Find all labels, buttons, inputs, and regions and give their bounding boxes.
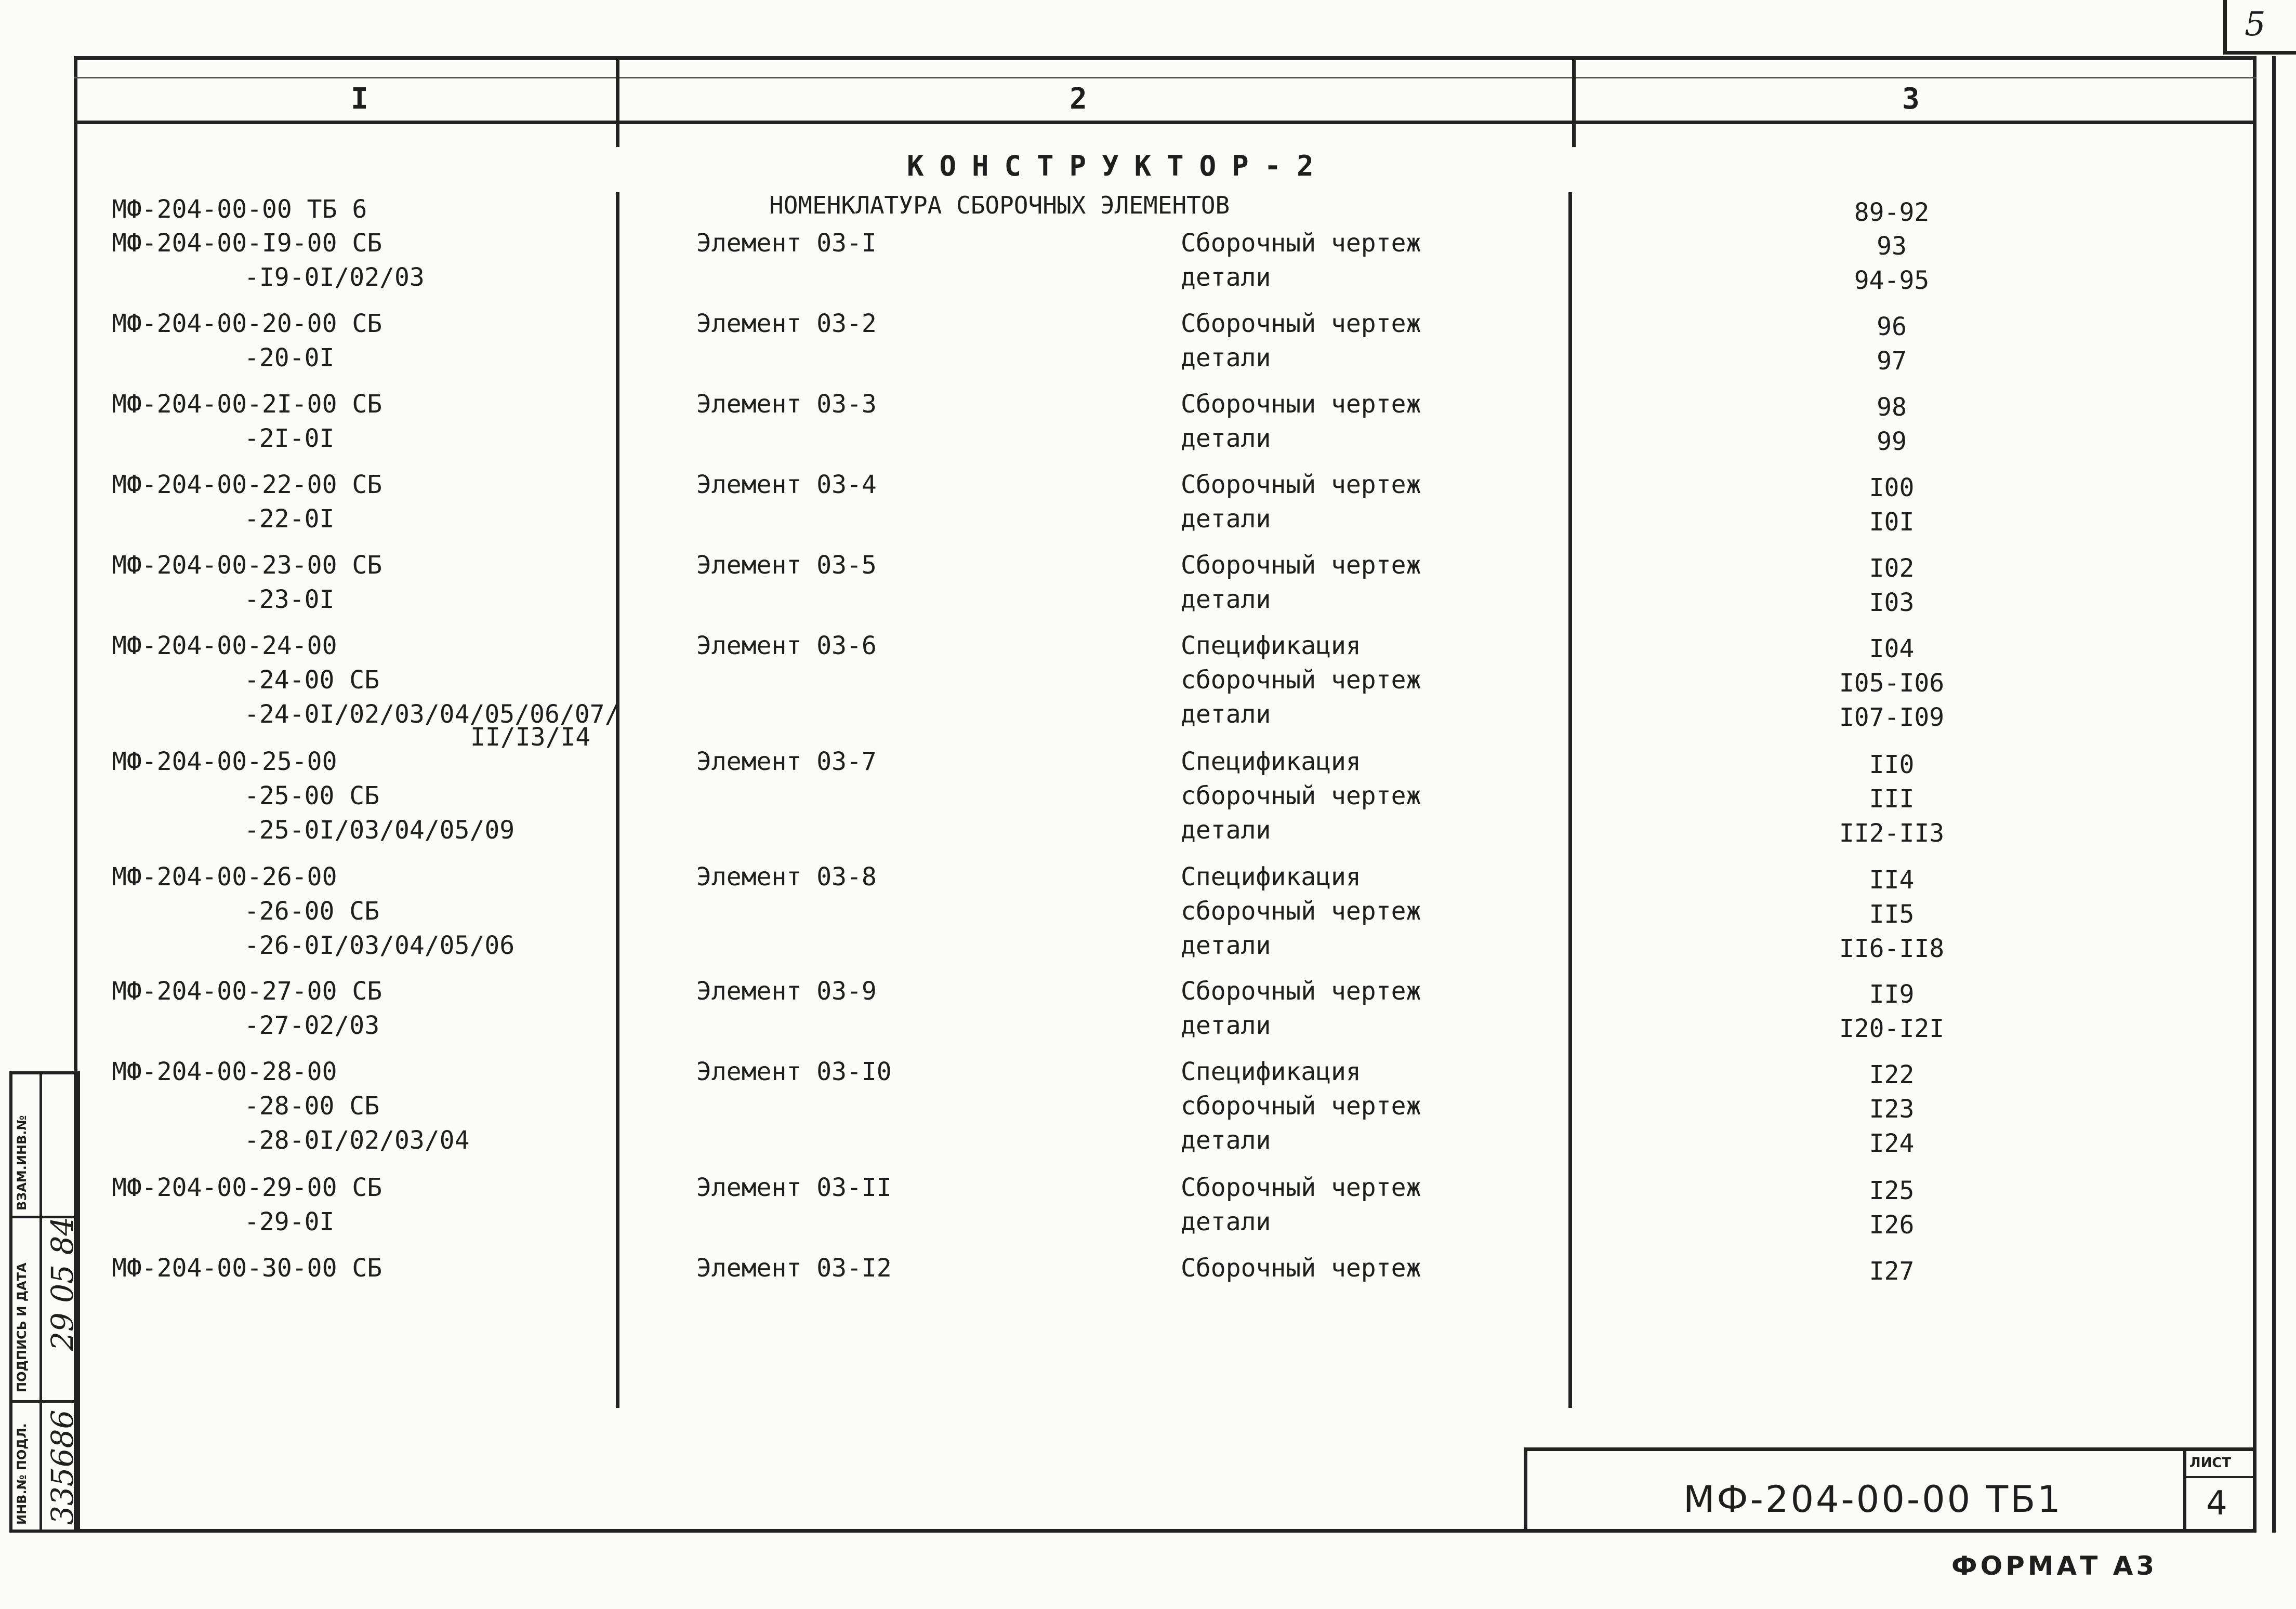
designation-text: -2I-0I [244,424,335,453]
element-name: Элемент 03-II [696,1173,892,1202]
element-name: Элемент 03-2 [696,309,877,338]
designation-text: МФ-204-00-28-00 [112,1057,337,1086]
page-number: I0I [1869,508,1915,537]
column-divider-2 [1572,56,1576,147]
page-number: II4 [1869,866,1915,895]
document-type: Спецификация [1181,747,1361,776]
element-name: Элемент 03-6 [696,631,877,660]
designation-text: -I9-0I/02/03 [244,263,425,292]
designation-text: -28-00 СБ [244,1092,380,1121]
sidebar-replace-label: ВЗАМ.ИНВ.№ [15,1115,29,1211]
element-name: Элемент 03-9 [696,977,877,1006]
page-number: I02 [1869,554,1915,583]
designation-text: МФ-204-00-26-00 [112,862,337,892]
page-number: II5 [1869,900,1915,929]
document-type: детали [1181,931,1271,960]
element-name: Элемент 03-4 [696,470,877,499]
document-type: детали [1181,700,1271,729]
designation-text: МФ-204-00-29-00 СБ [112,1173,382,1202]
document-type: Сборочный чертеж [1181,470,1421,499]
sidebar-sign-value: 29 05 84 [45,1216,80,1351]
element-name: Элемент 03-8 [696,862,877,892]
designation-text: -25-0I/03/04/05/09 [244,816,515,845]
document-type: детали [1181,504,1271,534]
page-number: 93 [1877,232,1907,261]
designation-text: МФ-204-00-23-00 СБ [112,551,382,580]
element-name: Элемент 03-7 [696,747,877,776]
designation-text: -28-0I/02/03/04 [244,1126,470,1155]
designation-text: МФ-204-00-I9-00 СБ [112,229,382,258]
designation-text: -23-0I [244,585,335,614]
designation-text: МФ-204-00-24-00 [112,631,337,660]
document-subtitle: НОМЕНКЛАТУРА СБОРОЧНЫХ ЭЛЕМЕНТОВ [769,191,1230,219]
page-number: II0 [1869,750,1915,779]
stamp-code: МФ-204-00-00 ТБ1 [1683,1478,2063,1521]
document-type: сборочный чертеж [1181,1092,1421,1121]
document-type: Спецификация [1181,1057,1361,1086]
column-divider-2b [1568,192,1572,1408]
title-stamp [1524,1447,2257,1533]
page-number: I00 [1869,473,1915,502]
page-number: I27 [1869,1257,1915,1286]
page-number: 96 [1877,312,1907,341]
designation-text: МФ-204-00-2I-00 СБ [112,390,382,419]
designation-text: -22-0I [244,504,335,534]
designation-text: -24-0I/02/03/04/05/06/07/ [244,700,620,729]
page-number: 97 [1877,347,1907,376]
document-type: сборочный чертеж [1181,666,1421,695]
stamp-sheet-cell [2183,1451,2257,1533]
sidebar-sign-label: ПОДПИСЬ И ДАТА [15,1262,29,1392]
designation-text: -26-00 СБ [244,897,380,926]
document-type: Сборочныи чертеж [1181,390,1421,419]
page-number: II6-II8 [1839,934,1945,963]
page-number: 98 [1877,393,1907,422]
page-number: I23 [1869,1095,1915,1124]
page-number: I20-I2I [1839,1014,1945,1043]
column-divider-1b [616,192,619,1408]
page-number: I22 [1869,1060,1915,1089]
column-number-2: 2 [1070,82,1087,116]
page-number: I24 [1869,1129,1915,1158]
document-type: детали [1181,816,1271,845]
element-name: Элемент 03-I0 [696,1057,892,1086]
designation-text: МФ-204-00-27-00 СБ [112,977,382,1006]
document-type: детали [1181,1011,1271,1040]
designation-continuation: II/I3/I4 [470,723,591,752]
document-type: Сборочный чертеж [1181,309,1421,338]
document-type: Сборочный чертеж [1181,229,1421,258]
document-type: детали [1181,1207,1271,1236]
designation-text: МФ-204-00-30-00 СБ [112,1254,382,1283]
sidebar-inv-label: ИНВ.№ ПОДЛ. [15,1423,29,1525]
designation-text: -24-00 СБ [244,666,380,695]
document-type: Спецификация [1181,631,1361,660]
designation-text: -25-00 СБ [244,781,380,810]
document-type: Спецификация [1181,862,1361,892]
document-type: Сборочный чертеж [1181,1173,1421,1202]
header-line-2 [74,77,2257,78]
sheet-number-box [2223,0,2296,55]
document-type: Сборочный чертеж [1181,1254,1421,1283]
page-number: 94-95 [1854,266,1930,295]
designation-text: МФ-204-00-00 ТБ 6 [112,195,367,224]
element-name: Элемент 03-I [696,229,877,258]
header-line [74,121,2257,124]
document-type: детали [1181,343,1271,373]
document-title: КОНСТРУКТОР-2 [907,150,1329,182]
designation-text: -26-0I/03/04/05/06 [244,931,515,960]
sidebar-divider [39,1071,42,1533]
element-name: Элемент 03-5 [696,551,877,580]
designation-text: МФ-204-00-22-00 СБ [112,470,382,499]
page-number: I26 [1869,1211,1915,1240]
document-type: Сборочный чертеж [1181,551,1421,580]
document-type: сборочный чертеж [1181,897,1421,926]
document-type: детали [1181,585,1271,614]
designation-text: -20-0I [244,343,335,373]
document-type: сборочный чертеж [1181,781,1421,810]
stamp-sheet-label: ЛИСТ [2189,1455,2232,1471]
designation-text: МФ-204-00-25-00 [112,747,337,776]
document-type: детали [1181,263,1271,292]
document-type: детали [1181,1126,1271,1155]
page-number: 99 [1877,427,1907,456]
page-number: III [1869,784,1915,814]
sidebar-inv-value: 335686 [45,1409,80,1525]
element-name: Элемент 03-3 [696,390,877,419]
designation-text: -27-02/03 [244,1011,380,1040]
right-border [2272,56,2276,1533]
document-type: детали [1181,424,1271,453]
page-number: I03 [1869,588,1915,617]
page-number: 89-92 [1854,198,1930,227]
element-name: Элемент 03-I2 [696,1254,892,1283]
column-divider-1 [616,56,619,147]
format-label: ФОРМАТ А3 [1951,1551,2158,1581]
column-number-1: I [351,82,368,116]
page-number: I05-I06 [1839,669,1945,698]
page-number: I07-I09 [1839,703,1945,732]
designation-text: МФ-204-00-20-00 СБ [112,309,382,338]
document-type: Сборочный чертеж [1181,977,1421,1006]
sidebar-sep-2 [9,1400,80,1403]
page-number: II2-II3 [1839,819,1945,848]
page-number: II9 [1869,980,1915,1009]
designation-text: -29-0I [244,1207,335,1236]
stamp-sheet-value: 4 [2206,1484,2227,1523]
sheet-number: 5 [2245,5,2266,44]
page-number: I04 [1869,634,1915,663]
page-number: I25 [1869,1176,1915,1205]
column-number-3: 3 [1902,82,1920,116]
